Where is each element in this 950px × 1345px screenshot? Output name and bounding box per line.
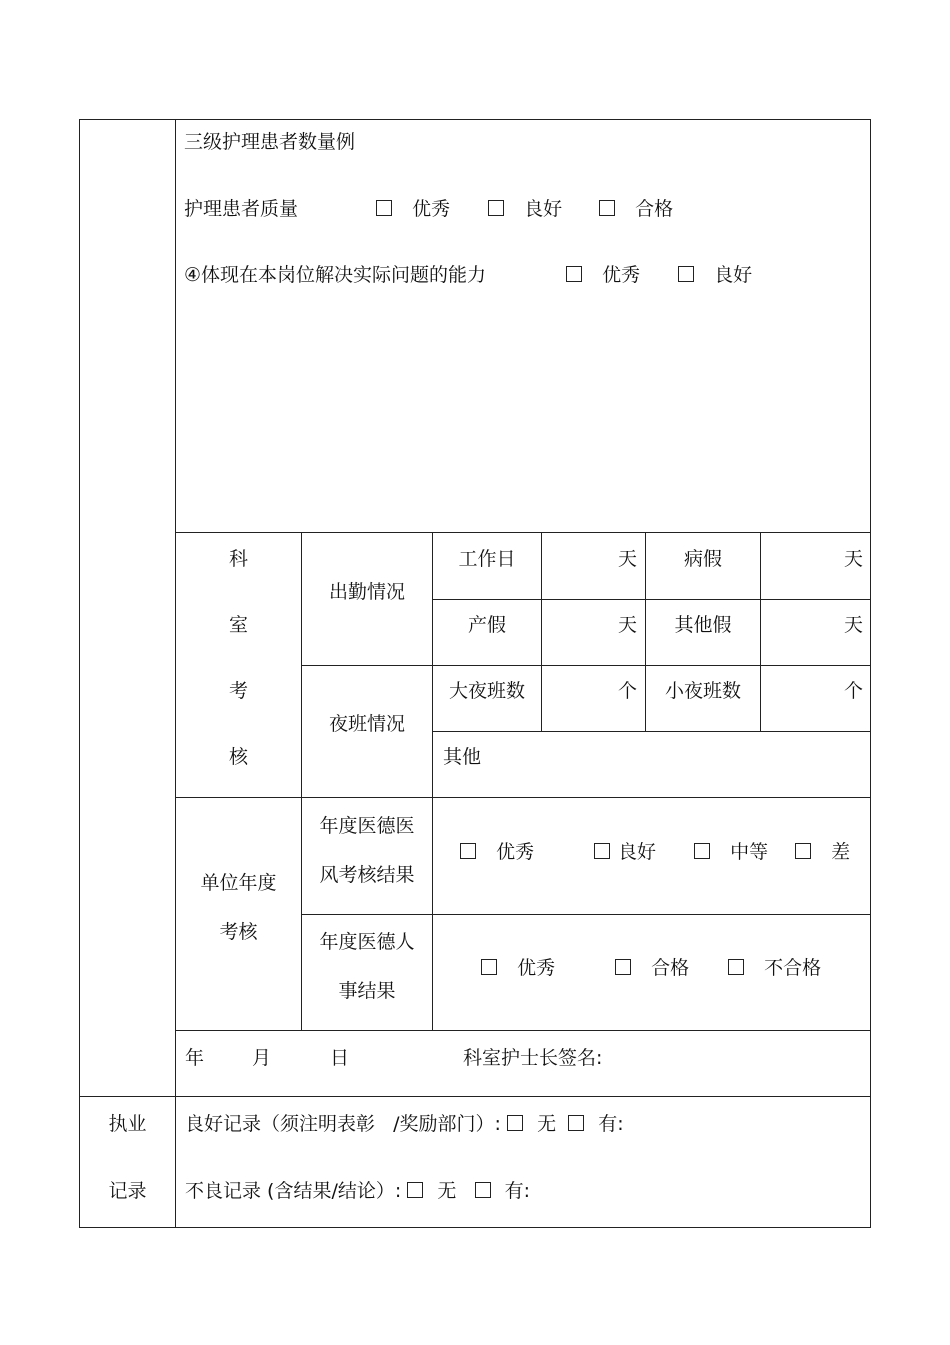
option-label: 中等 — [730, 841, 769, 863]
option-label: 良好 — [618, 841, 657, 863]
other-leave-unit: 天 — [843, 614, 863, 636]
option-label: 差 — [831, 841, 851, 863]
workday-label: 工作日 — [458, 548, 516, 570]
ethics-option-poor[interactable] — [795, 840, 850, 864]
big-night-unit: 个 — [617, 680, 637, 702]
ethics-option-excellent[interactable] — [460, 840, 534, 864]
has-label: 有: — [598, 1113, 624, 1135]
practice-record-label-2: 记录 — [108, 1180, 147, 1202]
other-label: 其他 — [443, 746, 482, 768]
workday-unit: 天 — [617, 548, 637, 570]
good-record-none-checkbox[interactable] — [507, 1115, 523, 1131]
line-h-unit-bottom — [176, 1030, 871, 1031]
big-night-label: 大夜班数 — [448, 680, 525, 702]
bad-record-none-checkbox[interactable] — [407, 1182, 423, 1198]
head-nurse-signature-label: 科室护士长签名: — [463, 1047, 603, 1069]
line-h-dept-bottom — [176, 797, 871, 798]
checkbox[interactable] — [481, 959, 497, 975]
signature-day: 日 — [330, 1047, 350, 1069]
checkbox[interactable] — [694, 843, 710, 859]
nursing-quality-label: 护理患者质量 — [184, 198, 299, 220]
other-leave-label: 其他假 — [674, 614, 732, 636]
problem-solving-option-good[interactable] — [678, 263, 752, 287]
signature-year: 年 — [185, 1047, 205, 1069]
nursing-quality-option-pass[interactable] — [599, 197, 673, 221]
good-record-has-checkbox[interactable] — [568, 1115, 584, 1131]
personnel-label-2: 事结果 — [338, 980, 396, 1002]
signature-month: 月 — [252, 1047, 272, 1069]
checkbox[interactable] — [488, 200, 504, 216]
personnel-option-pass[interactable] — [615, 956, 689, 980]
ethics-label-1: 年度医德医 — [319, 815, 415, 837]
option-label: 不合格 — [764, 957, 822, 979]
good-record-prefix: 良好记录（须注明表彰 — [185, 1113, 376, 1135]
option-label: 合格 — [635, 198, 674, 220]
checkbox[interactable] — [566, 266, 582, 282]
option-label: 合格 — [651, 957, 690, 979]
problem-solving-option-excellent[interactable] — [566, 263, 640, 287]
dept-label-char-2: 室 — [228, 614, 248, 636]
checkbox[interactable] — [460, 843, 476, 859]
ethics-option-good[interactable] — [594, 840, 656, 864]
small-night-unit: 个 — [843, 680, 863, 702]
small-night-label: 小夜班数 — [664, 680, 741, 702]
option-label: 优秀 — [496, 841, 535, 863]
line-h-record-top — [80, 1096, 871, 1097]
none-label: 无 — [437, 1180, 457, 1202]
personnel-option-excellent[interactable] — [481, 956, 555, 980]
ethics-label-2: 风考核结果 — [319, 864, 415, 886]
unit-assessment-label-2: 考核 — [219, 921, 258, 943]
has-label: 有: — [504, 1180, 531, 1202]
assessment-form — [79, 119, 871, 1228]
line-h-top-section-bottom — [176, 532, 871, 533]
checkbox[interactable] — [594, 843, 610, 859]
option-label: 良好 — [714, 264, 753, 286]
personnel-option-fail[interactable] — [728, 956, 821, 980]
none-label: 无 — [537, 1113, 557, 1135]
line-h-night-mid — [432, 731, 871, 732]
line-h-ethics-bottom — [301, 914, 871, 915]
checkbox[interactable] — [615, 959, 631, 975]
maternity-leave-unit: 天 — [617, 614, 637, 636]
sick-leave-label: 病假 — [683, 548, 722, 570]
night-shift-label: 夜班情况 — [328, 713, 405, 735]
practice-record-label-1: 执业 — [108, 1113, 147, 1135]
bad-record-has-checkbox[interactable] — [475, 1182, 491, 1198]
checkbox[interactable] — [728, 959, 744, 975]
problem-solving-label: ④体现在本岗位解决实际问题的能力 — [184, 264, 487, 286]
sick-leave-unit: 天 — [843, 548, 863, 570]
dept-label-char-4: 核 — [228, 746, 248, 768]
option-label: 优秀 — [412, 198, 451, 220]
line-v-detail-col — [432, 532, 433, 1030]
option-label: 优秀 — [602, 264, 641, 286]
line-v-sub-label-col — [301, 532, 302, 1030]
line-v-label-col — [175, 120, 176, 1227]
option-label: 优秀 — [517, 957, 556, 979]
checkbox[interactable] — [599, 200, 615, 216]
good-record-suffix: /奖励部门）: — [393, 1113, 501, 1135]
checkbox[interactable] — [795, 843, 811, 859]
line-h-attendance-bottom — [301, 665, 871, 666]
nursing-quality-option-excellent[interactable] — [376, 197, 450, 221]
level3-patients-line: 三级护理患者数量例 — [184, 131, 356, 153]
ethics-option-medium[interactable] — [694, 840, 768, 864]
dept-label-char-3: 考 — [228, 680, 248, 702]
bad-record-prefix: 不良记录 (含结果/结论）: — [185, 1180, 402, 1202]
checkbox[interactable] — [678, 266, 694, 282]
checkbox[interactable] — [376, 200, 392, 216]
dept-label-char-1: 科 — [228, 548, 248, 570]
unit-assessment-label-1: 单位年度 — [200, 872, 277, 894]
nursing-quality-option-good[interactable] — [488, 197, 562, 221]
maternity-leave-label: 产假 — [467, 614, 506, 636]
option-label: 良好 — [524, 198, 563, 220]
personnel-label-1: 年度医德人 — [319, 931, 415, 953]
attendance-label: 出勤情况 — [328, 581, 405, 603]
line-h-attendance-mid — [432, 599, 871, 600]
good-record-line — [185, 1112, 624, 1136]
bad-record-line — [185, 1179, 530, 1203]
